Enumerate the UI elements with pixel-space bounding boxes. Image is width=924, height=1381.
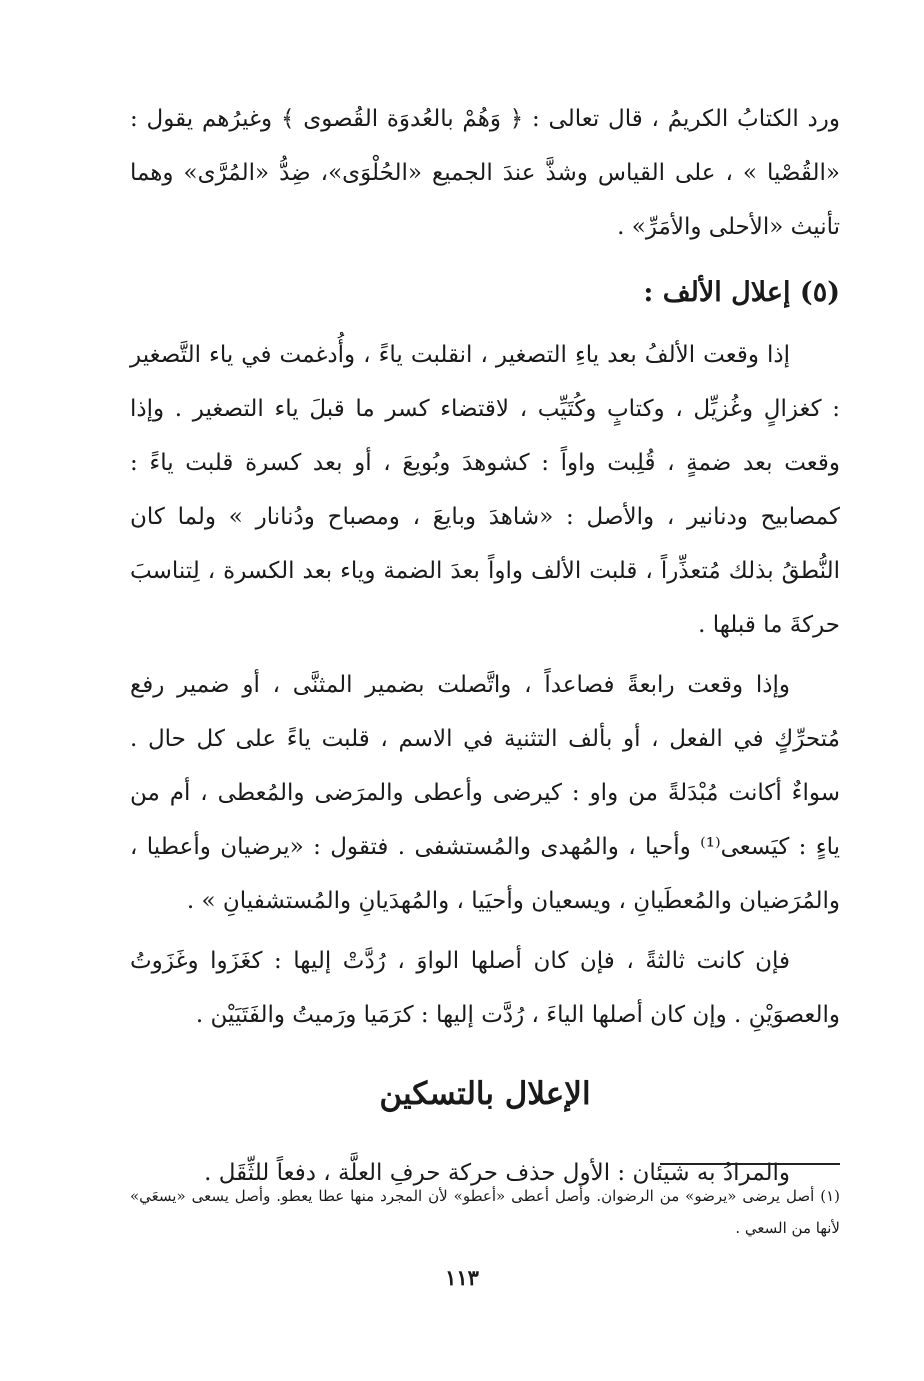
paragraph-alif-rabia: وإذا وقعت رابعةً فصاعداً ، واتَّصلت بضمير المثنَّى ، أو ضمير رفع مُتحرِّكٍ في الفعل ، أو بألف التثنية في الاسم ، قلبت ياءً على كل حال . سواءٌ أكانت مُبْدَلةً من واو : كيرضى وأعطى والمرَضى والمُعطى ، أم من ياءٍ : كيَسعى⁽¹⁾ وأحيا ، والمُهدى والمُستشفى . فتقول : «يرضيان وأعطيا ، والمُرَضيان والمُعطَيانِ ، ويسعيان وأحيَيا ، والمُهدَيانِ والمُستشفيانِ » . xyxy=(130,672,841,914)
page-number: ١١٣ xyxy=(445,1265,479,1290)
footnote: (١) أصل يرضى «يرضو» من الرضوان. وأصل أعطى «أعطو» لأن المجرد منها عطا يعطو. وأصل يسعى «يسعَي» لأنها من السعي . xyxy=(130,1187,840,1237)
section-heading-alif: (٥) إعلال الألف : xyxy=(643,277,840,308)
footnote-divider xyxy=(660,1163,840,1165)
main-heading-taskin: الإعلال بالتسكين xyxy=(379,1076,591,1112)
paragraph-taskin: والمرادُ به شيئان : الأول حذف حركة حرفِ العلَّة ، دفعاً للثِّقَل . xyxy=(204,1160,790,1186)
paragraph-alif-tasghir: إذا وقعت الألفُ بعد ياءِ التصغير ، انقلبت ياءً ، وأُدغمت في ياء التَّصغير : كغزالٍ وغُزيِّل ، وكتابٍ وكُتَيِّب ، لاقتضاء كسر ما قبلَ ياء التصغير . وإذا وقعت بعد ضمةٍ ، قُلِبت واواً : كشوهدَ وبُويعَ ، أو بعد كسرة قلبت ياءً : كمصابيح ودنانير ، والأصل : «شاهدَ وبايعَ ، ومصباح ودُنانار » ولما كان النُّطقُ بذلك مُتعذِّراً ، قلبت الألف واواً بعدَ الضمة وياء بعد الكسرة ، لِتناسبَ حركةَ ما قبلها . xyxy=(130,342,840,638)
page-body xyxy=(130,92,840,1200)
paragraph-alif-thalitha: فإن كانت ثالثةً ، فإن كان أصلها الواوَ ، رُدَّتْ إليها : كغَزَوا وغَزَوتُ والعصوَيْنِ . وإن كان أصلها الياءَ ، رُدَّت إليها : كرَمَيا ورَميتُ والفَتَيَيْن . xyxy=(130,948,840,1028)
intro-paragraph: ورد الكتابُ الكريمُ ، قال تعالى : ﴿ وَهُمْ بالعُدوَة القُصوى ﴾ وغيرُهم يقول : «القُصْيا » ، على القياس وشذَّ عندَ الجميع «الحُلْوَى»، ضِدُّ «المُرَّى» وهما تأنيث «الأحلى والأمَرِّ» . xyxy=(130,106,840,240)
